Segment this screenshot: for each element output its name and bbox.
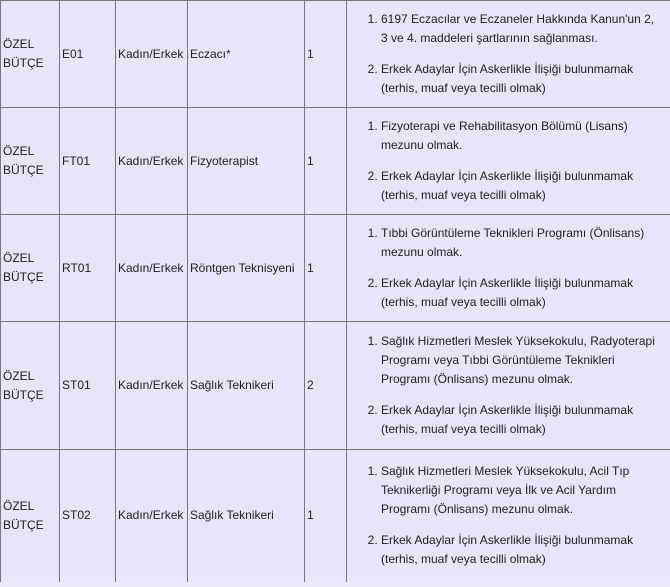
positions-table-body <box>1 1 670 582</box>
count-cell: 1 <box>305 108 347 215</box>
title-cell: Eczacı* <box>188 1 305 108</box>
code-cell: ST02 <box>60 450 116 582</box>
requirements-list <box>351 332 664 439</box>
requirement-item: 2. Erkek Adaylar İçin Askerlikle İlişiği bulunmamak (terhis, muaf veya tecilli olmak) <box>381 274 664 312</box>
table-row <box>1 1 670 108</box>
title-cell: Sağlık Teknikeri <box>188 450 305 582</box>
budget-cell: ÖZEL BÜTÇE <box>1 1 60 108</box>
budget-cell: ÖZEL BÜTÇE <box>1 108 60 215</box>
count-cell: 1 <box>305 215 347 322</box>
requirement-item: 1. Fizyoterapi ve Rehabilitasyon Bölümü (Lisans) mezunu olmak. <box>381 117 664 155</box>
requirements-cell <box>347 450 670 582</box>
budget-cell: ÖZEL BÜTÇE <box>1 450 60 582</box>
count-cell: 1 <box>305 450 347 582</box>
gender-cell: Kadın/Erkek <box>116 450 188 582</box>
requirement-item: 1. Tıbbi Görüntüleme Teknikleri Programı (Önlisans) mezunu olmak. <box>381 224 664 262</box>
requirements-list <box>351 10 664 98</box>
requirement-item: 2. Erkek Adaylar İçin Askerlikle İlişiği bulunmamak (terhis, muaf veya tecilli olmak) <box>381 167 664 205</box>
table-row <box>1 450 670 582</box>
title-cell: Fizyoterapist <box>188 108 305 215</box>
budget-cell: ÖZEL BÜTÇE <box>1 322 60 450</box>
gender-cell: Kadın/Erkek <box>116 322 188 450</box>
gender-cell: Kadın/Erkek <box>116 108 188 215</box>
code-cell: RT01 <box>60 215 116 322</box>
table-row <box>1 215 670 322</box>
requirements-cell <box>347 215 670 322</box>
requirement-item: 1. 6197 Eczacılar ve Eczaneler Hakkında Kanun'un 2, 3 ve 4. maddeleri şartlarının sağlanması. <box>381 10 664 48</box>
requirement-item: 2. Erkek Adaylar İçin Askerlikle İlişiği bulunmamak (terhis, muaf veya tecilli olmak) <box>381 60 664 98</box>
requirement-item: 1. Sağlık Hizmetleri Meslek Yüksekokulu, Acil Tıp Teknikerliği Programı veya İlk ve Acil Yardım Programı (Önlisans) mezunu olmak. <box>381 462 664 519</box>
requirements-list <box>351 224 664 312</box>
count-cell: 2 <box>305 322 347 450</box>
requirements-list <box>351 117 664 205</box>
code-cell: E01 <box>60 1 116 108</box>
code-cell: ST01 <box>60 322 116 450</box>
table-row <box>1 322 670 450</box>
requirements-cell <box>347 322 670 450</box>
requirements-cell <box>347 108 670 215</box>
title-cell: Sağlık Teknikeri <box>188 322 305 450</box>
requirements-list <box>351 462 664 569</box>
code-cell: FT01 <box>60 108 116 215</box>
requirement-item: 2. Erkek Adaylar İçin Askerlikle İlişiği bulunmamak (terhis, muaf veya tecilli olmak) <box>381 401 664 439</box>
budget-cell: ÖZEL BÜTÇE <box>1 215 60 322</box>
gender-cell: Kadın/Erkek <box>116 215 188 322</box>
requirement-item: 1. Sağlık Hizmetleri Meslek Yüksekokulu, Radyoterapi Programı veya Tıbbi Görüntüleme Teknikleri Programı (Önlisans) mezunu olmak. <box>381 332 664 389</box>
count-cell: 1 <box>305 1 347 108</box>
gender-cell: Kadın/Erkek <box>116 1 188 108</box>
requirement-item: 2. Erkek Adaylar İçin Askerlikle İlişiği bulunmamak (terhis, muaf veya tecilli olmak) <box>381 531 664 569</box>
title-cell: Röntgen Teknisyeni <box>188 215 305 322</box>
table-row <box>1 108 670 215</box>
requirements-cell <box>347 1 670 108</box>
